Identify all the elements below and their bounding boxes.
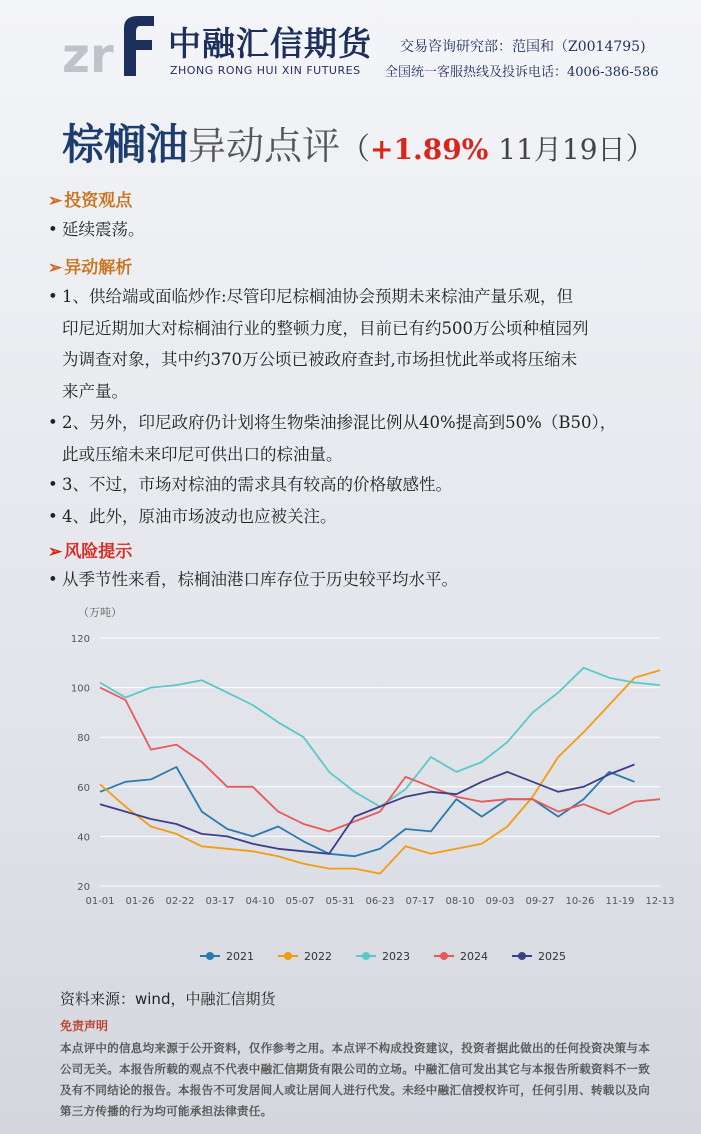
company-logo-icon [62,10,162,80]
y-tick-label: 60 [77,782,90,794]
svg-text:zr: zr [62,28,114,80]
disclaimer-text: 本点评中的信息均来源于公开资料，仅作参考之用。本点评不构成投资建议，投资者据此做出的任何投资决策与本公司无关。本报告所载的观点不代表中融汇信期货有限公司的立场。中融汇信可发出其它与本报告所载资料不一致及有不同结论的报告。本报告不可发居间人或让居间人进行代发。未经中融汇信授权许可，任何引用、转载以及向第三方传播的行为均可能承担法律责任。 [60,1041,650,1118]
x-tick-label: 08-10 [445,896,475,907]
x-tick-label: 01-26 [125,896,155,907]
section-heading-risk: ➢ 风险提示 [48,542,133,562]
title-paren-close: ） [625,132,656,167]
x-tick-label: 05-31 [325,896,355,907]
analyst-contact: 交易咨询研究部：范国和（Z0014795) [400,39,646,55]
y-tick-label: 100 [70,683,90,695]
x-tick-label: 03-17 [205,896,235,907]
legend-marker [362,952,370,960]
legend-label: 2022 [304,950,332,963]
x-tick-label: 12-13 [645,896,675,907]
inventory-line-chart [60,600,680,980]
arrow-icon: ➢ [48,191,63,211]
section-heading-view: ➢ 投资观点 [48,191,133,211]
x-tick-label: 09-03 [485,896,515,907]
x-tick-label: 06-23 [365,896,395,907]
disclaimer-title: 免责声明 [60,1019,109,1033]
y-tick-label: 40 [77,832,90,844]
series-line-2024 [100,688,660,832]
title-type: 异动点评 [188,124,341,168]
x-tick-label: 09-27 [525,896,555,907]
analysis-item: • 1、供给端或面临炒作:尽管印尼棕榈油协会预期未来棕油产量乐观，但 印尼近期加大对棕榈油行业的整顿力度，目前已有约500万公顷种植园列 为调查对象，其中约370万公顷已被政府查封,市场担忧此举或将压缩未 来产量。 [48,287,589,401]
analysis-item: • 2、另外，印尼政府仍计划将生物柴油掺混比例从40%提高到50%（B50）， 此或压缩未来印尼可供出口的棕油量。 [48,413,617,464]
logo-english-name: ZHONG RONG HUI XIN FUTURES [170,64,361,77]
header [0,0,701,100]
x-tick-label: 10-26 [565,896,595,907]
legend-label: 2025 [538,950,566,963]
risk-text: • 从季节性来看，棕榈油港口库存位于历史较平均水平。 [48,570,458,589]
x-tick-label: 11-19 [605,896,635,907]
x-tick-label: 01-01 [85,896,115,907]
x-tick-label: 04-10 [245,896,275,907]
y-tick-label: 80 [77,733,90,745]
report-date: 11月19日 [498,133,626,166]
arrow-icon: ➢ [48,258,63,278]
legend-marker [206,952,214,960]
logo-chinese-name: 中融汇信期货 [168,24,372,63]
legend-marker [518,952,526,960]
y-tick-label: 120 [70,634,90,645]
x-tick-label: 07-17 [405,896,435,907]
section-heading-analysis: ➢ 异动解析 [48,258,133,278]
legend-label: 2021 [226,950,254,963]
legend-label: 2024 [460,950,488,963]
series-line-2022 [100,670,660,873]
analysis-item: • 4、此外，原油市场波动也应被关注。 [48,507,337,526]
data-source: 资料来源：wind，中融汇信期货 [60,990,276,1008]
hotline-contact: 全国统一客服热线及投诉电话：4006-386-586 [385,65,659,80]
title-commodity: 棕榈油 [62,120,189,169]
report-title [62,112,656,172]
view-text: • 延续震荡。 [48,220,145,239]
title-paren-open: （ [340,132,371,167]
legend-marker [440,952,448,960]
legend-marker [284,952,292,960]
price-change-percent: +1.89% [370,133,489,166]
y-axis-unit-label: （万吨） [78,606,122,619]
x-tick-label: 05-07 [285,896,315,907]
legend-label: 2023 [382,950,410,963]
arrow-icon: ➢ [48,542,63,562]
analysis-item: • 3、不过，市场对棕油的需求具有较高的价格敏感性。 [48,475,452,494]
x-tick-label: 02-22 [165,896,195,907]
y-tick-label: 20 [77,882,90,893]
